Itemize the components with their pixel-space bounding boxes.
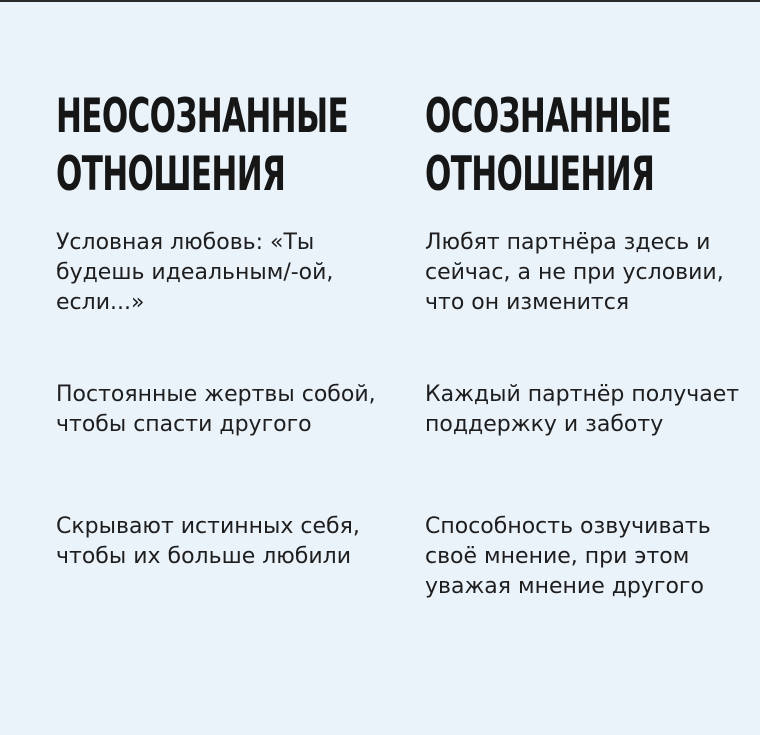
unconscious-heading-line1: НЕОСОЗНАННЫЕ xyxy=(56,89,348,144)
unconscious-item-hiding-self: Скрывают истинных себя, чтобы их больше любили xyxy=(56,514,360,569)
unconscious-heading xyxy=(56,88,348,204)
conscious-heading-line1: ОСОЗНАННЫЕ xyxy=(425,89,672,144)
conscious-item-love-here-now: Любят партнёра здесь и сейчас, а не при условии, что он изменится xyxy=(425,230,724,315)
top-border xyxy=(0,0,760,2)
unconscious-heading-line2: ОТНОШЕНИЯ xyxy=(56,147,286,202)
conscious-item-support-care: Каждый партнёр получает поддержку и заботу xyxy=(425,382,740,437)
unconscious-relationships-column xyxy=(56,88,386,569)
conscious-heading-line2: ОТНОШЕНИЯ xyxy=(425,147,655,202)
conscious-heading xyxy=(425,88,672,204)
conscious-relationships-column xyxy=(425,88,755,599)
unconscious-item-conditional-love: Условная любовь: «Ты будешь идеальным/-ой, если...» xyxy=(56,230,334,315)
conscious-item-voice-opinion: Способность озвучивать своё мнение, при этом уважая мнение другого xyxy=(425,514,711,599)
unconscious-item-self-sacrifice: Постоянные жертвы собой, чтобы спасти другого xyxy=(56,382,376,437)
